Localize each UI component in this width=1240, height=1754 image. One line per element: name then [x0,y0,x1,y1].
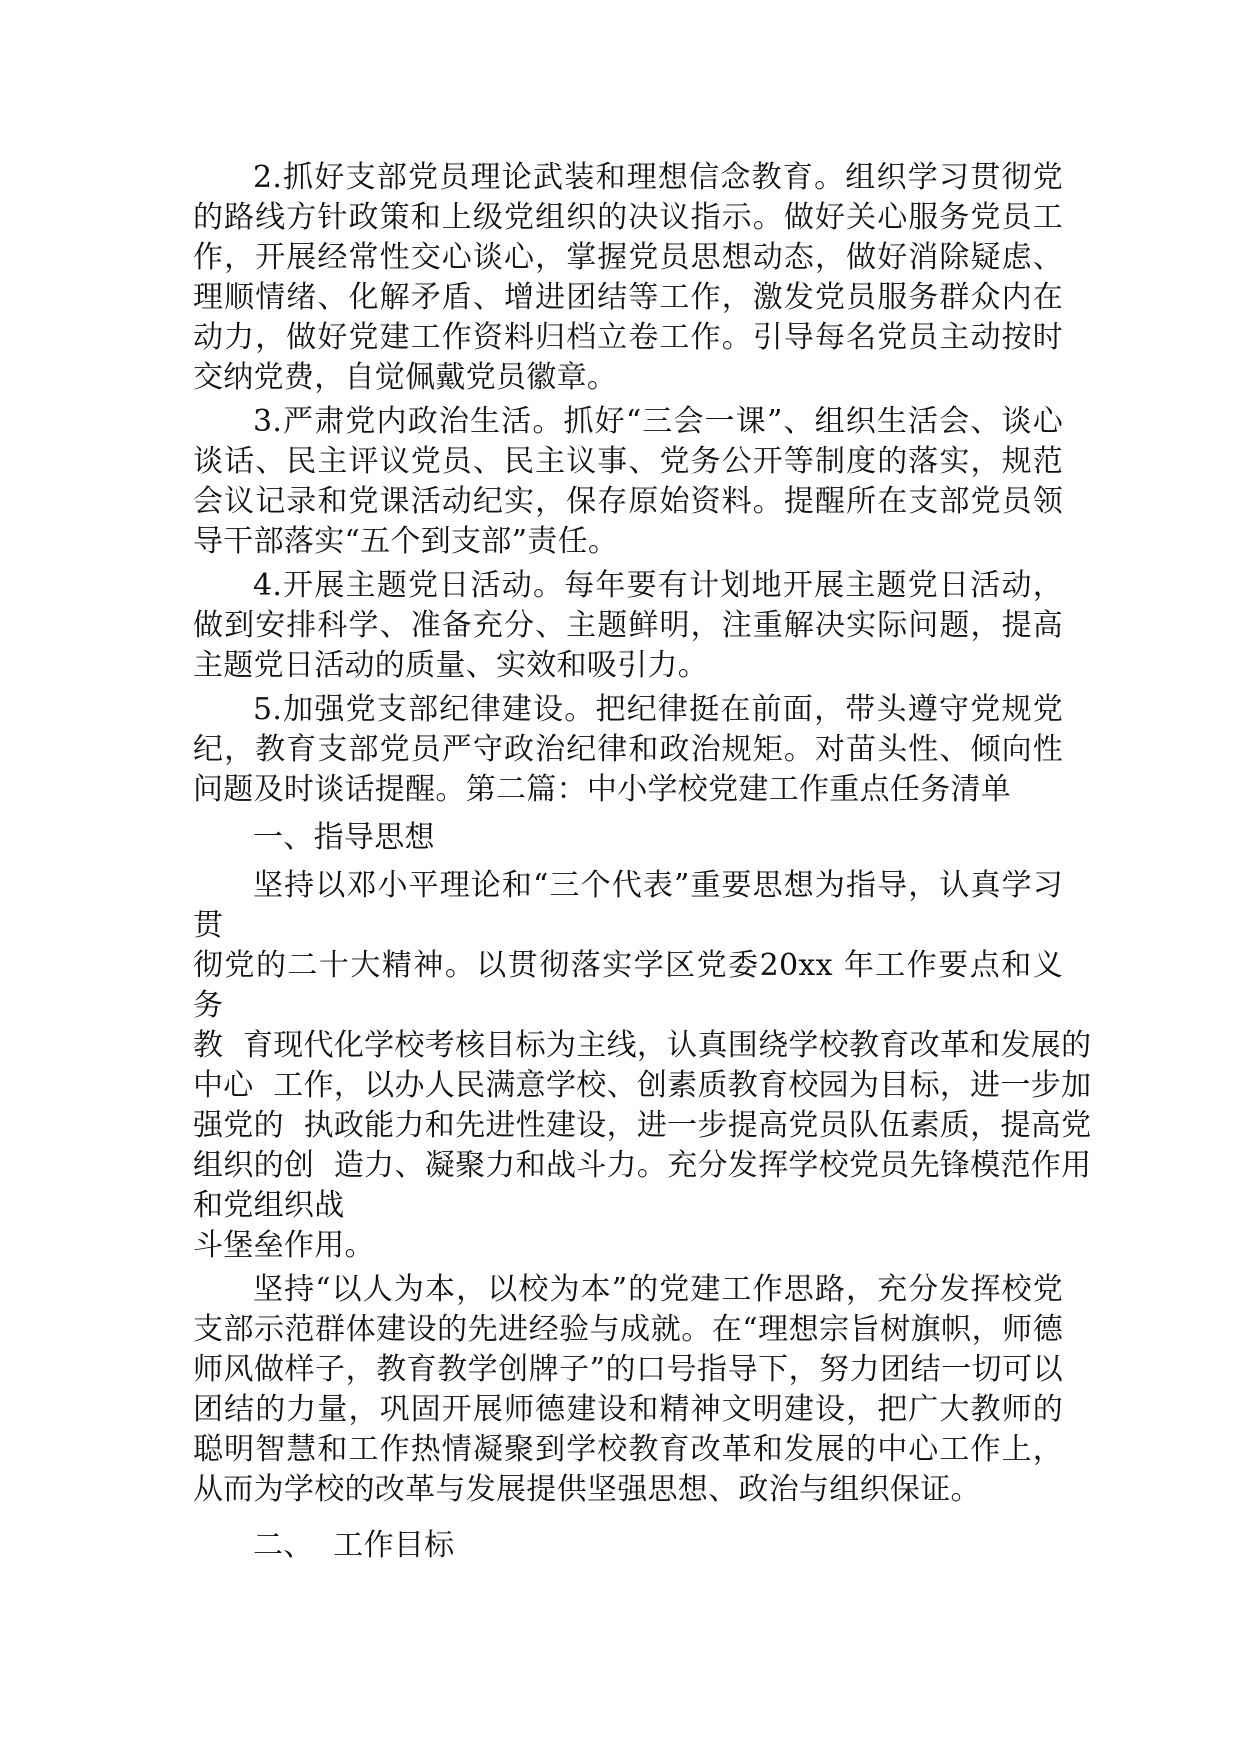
paragraph-guiding-ideology [193,866,1092,1266]
text-line: 彻党的二十大精神。以贯彻落实学区党委20xx 年工作要点和义务 [193,948,1063,1023]
paragraph-4-party-day: 4.开展主题党日活动。每年要有计划地开展主题党日活动，做到安排科学、准备充分、主题鲜明，注重解决实际问题，提高主题党日活动的质量、实效和吸引力。 [193,568,1063,683]
paragraph-3-political-life: 3.严肃党内政治生活。抓好“三会一课”、组织生活会、谈心谈话、民主评议党员、民主议事、党务公开等制度的落实，规范会议记录和党课活动纪实，保存原始资料。提醒所在支部党员领导干部落实“五个到支部”责任。 [193,404,1063,559]
paragraph-people-oriented: 坚持“以人为本，以校为本”的党建工作思路，充分发挥校党支部示范群体建设的先进经验与成就。在“理想宗旨树旗帜，师德师风做样子，教育教学创牌子”的口号指导下，努力团结一切可以团结的力量，巩固开展师德建设和精神文明建设，把广大教师的聪明智慧和工作热情凝聚到学校教育改革和发展的中心工作上，从而为学校的改革与发展提供坚强思想、政治与组织保证。 [193,1272,1063,1507]
text-line: 坚持以邓小平理论和“三个代表”重要思想为指导，认真学习贯 [193,868,1063,943]
text-line: 中心 工作，以办人民满意学校、创素质教育校园为目标，进一步加 [193,1068,1092,1103]
text-line: 教 育现代化学校考核目标为主线，认真围绕学校教育改革和发展的 [193,1028,1092,1063]
text-line: 组织的创 造力、凝聚力和战斗力。充分发挥学校党员先锋模范作用 [193,1148,1092,1183]
paragraph-2-theory-education: 2.抓好支部党员理论武装和理想信念教育。组织学习贯彻党的路线方针政策和上级党组织的决议指示。做好关心服务党员工作，开展经常性交心谈心，掌握党员思想动态，做好消除疑虑、理顺情绪、化解矛盾、增进团结等工作，激发党员服务群众内在动力，做好党建工作资料归档立卷工作。引导每名党员主动按时交纳党费，自觉佩戴党员徽章。 [193,160,1063,395]
text-line: 和党组织战 [193,1188,345,1223]
section-heading-work-goals: 二、 工作目标 [253,1528,455,1563]
paragraph-5-discipline: 5.加强党支部纪律建设。把纪律挺在前面，带头遵守党规党纪，教育支部党员严守政治纪律和政治规矩。对苗头性、倾向性问题及时谈话提醒。第二篇：中小学校党建工作重点任务清单 [193,692,1063,807]
document-body [193,158,1092,1566]
text-line: 强党的 执政能力和先进性建设，进一步提高党员队伍素质，提高党 [193,1108,1092,1143]
section-heading-guiding-ideology: 一、指导思想 [253,820,435,855]
text-line: 斗堡垒作用。 [193,1228,375,1263]
